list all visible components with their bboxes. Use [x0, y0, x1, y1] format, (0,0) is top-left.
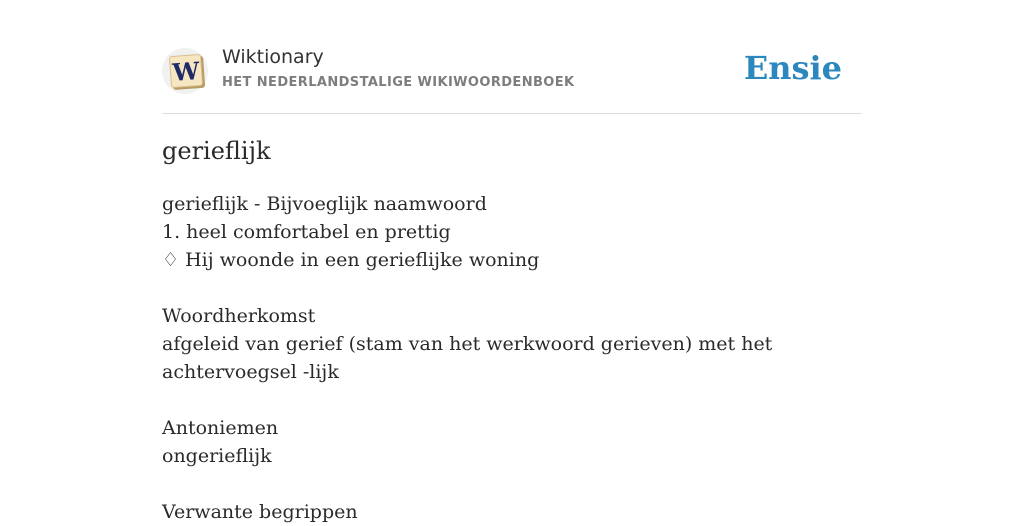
site-tagline: HET NEDERLANDSTALIGE WIKIWOORDENBOEK: [222, 75, 575, 90]
page: [162, 0, 862, 523]
definition-text: 1. heel comfortabel en prettig: [162, 221, 451, 243]
page-title: gerieflijk: [162, 137, 271, 165]
wiktionary-logo-icon: W: [169, 54, 203, 88]
section-spacer: [162, 470, 862, 498]
entry-content: [162, 190, 862, 526]
antonyms-heading: Antoniemen: [162, 417, 279, 439]
section-spacer: [162, 274, 862, 302]
etymology-text: afgeleid van gerief (stam van het werkwoord gerieven) met het achtervoegsel -lijk: [162, 333, 773, 383]
site-header: [162, 46, 862, 96]
example-sentence: ♢ Hij woonde in een gerieflijke woning: [162, 249, 540, 271]
header-divider: [162, 113, 862, 114]
definition-heading: gerieflijk - Bijvoeglijk naamwoord: [162, 193, 487, 215]
antonyms-text: ongerieflijk: [162, 445, 272, 467]
ensie-brand-link[interactable]: Ensie: [743, 49, 842, 87]
related-heading: Verwante begrippen: [162, 501, 358, 523]
etymology-heading: Woordherkomst: [162, 305, 316, 327]
section-spacer: [162, 386, 862, 414]
site-name[interactable]: Wiktionary: [222, 46, 324, 68]
wiktionary-logo[interactable]: [162, 48, 208, 94]
